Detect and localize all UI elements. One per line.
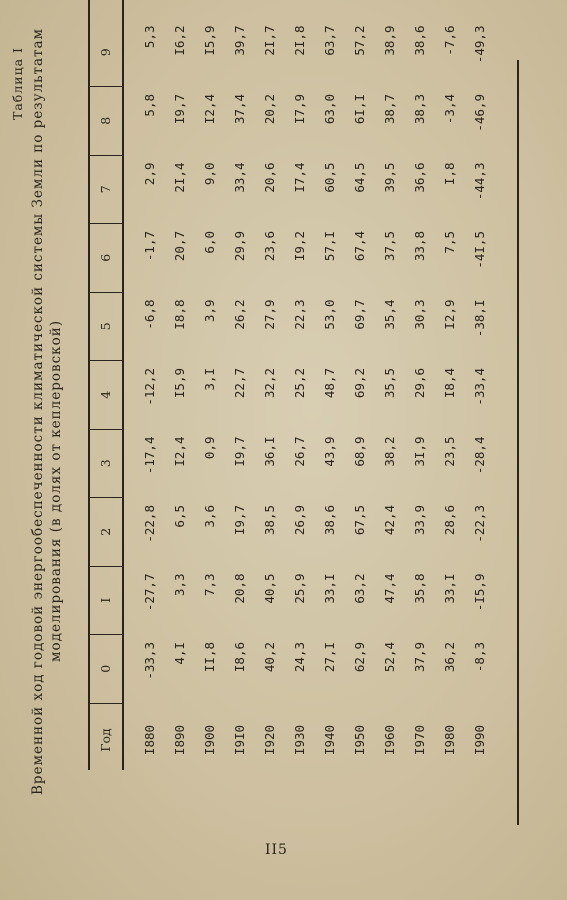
column-divider <box>88 566 122 567</box>
table-cell: 5,3 <box>142 25 157 49</box>
table-row-year: I960 <box>382 724 397 756</box>
table-row-year: I890 <box>172 724 187 756</box>
table-title-line-2: моделирования (в долях от кеплеровской) <box>48 320 64 662</box>
table-cell: 28,6 <box>442 505 457 536</box>
table-row-year: I940 <box>322 724 337 756</box>
table-cell: 37,4 <box>232 94 247 125</box>
table-cell: 52,4 <box>382 642 397 673</box>
table-cell: -1,7 <box>142 231 157 262</box>
table-cell: I2,4 <box>172 436 187 467</box>
table-cell: 60,5 <box>322 162 337 193</box>
table-row-year: I990 <box>472 724 487 756</box>
table-cell: I2,4 <box>202 94 217 125</box>
table-cell: 4,I <box>172 642 187 665</box>
table-top-rule <box>88 0 90 770</box>
table-cell: 38,5 <box>262 505 277 536</box>
table-cell: I7,9 <box>292 94 307 125</box>
table-cell: I2,9 <box>442 299 457 330</box>
table-header-rule <box>122 0 124 770</box>
table-cell: 67,4 <box>352 231 367 262</box>
table-cell: 48,7 <box>322 368 337 399</box>
table-cell: 20,7 <box>172 231 187 262</box>
table-cell: 43,9 <box>322 436 337 467</box>
table-row-year: I880 <box>142 724 157 756</box>
table-cell: 5,8 <box>142 94 157 117</box>
table-cell: 36,2 <box>442 642 457 673</box>
table-cell: 38,6 <box>412 25 427 56</box>
table-cell: 57,2 <box>352 25 367 56</box>
column-divider <box>88 292 122 293</box>
table-cell: -33,4 <box>472 368 487 406</box>
table-cell: 35,4 <box>382 299 397 330</box>
table-cell: 35,8 <box>412 573 427 604</box>
table-cell: 30,3 <box>412 299 427 330</box>
table-cell: -44,3 <box>472 162 487 201</box>
column-divider <box>88 497 122 498</box>
table-cell: -12,2 <box>142 368 157 406</box>
table-cell: 26,7 <box>292 436 307 467</box>
table-cell: 33,8 <box>412 231 427 262</box>
column-header: 2 <box>98 527 113 536</box>
table-row-year: I980 <box>442 724 457 756</box>
table-cell: I6,2 <box>172 25 187 56</box>
table-cell: 35,5 <box>382 368 397 399</box>
table-cell: 26,9 <box>292 505 307 536</box>
table-cell: 6,0 <box>202 231 217 254</box>
column-divider <box>88 223 122 224</box>
table-cell: 3,9 <box>202 299 217 323</box>
table-cell: 62,9 <box>352 642 367 673</box>
table-cell: -8,3 <box>472 642 487 673</box>
table-cell: -28,4 <box>472 436 487 475</box>
table-cell: 53,0 <box>322 299 337 330</box>
table-row-year: I930 <box>292 724 307 756</box>
column-header: 7 <box>98 185 113 194</box>
table-cell: I9,7 <box>232 436 247 467</box>
table-cell: I8,4 <box>442 368 457 399</box>
table-cell: 36,I <box>262 436 277 467</box>
table-cell: I7,4 <box>292 162 307 193</box>
table-cell: -27,7 <box>142 573 157 612</box>
table-cell: 9,0 <box>202 162 217 186</box>
table-cell: 57,I <box>322 231 337 262</box>
table-cell: -17,4 <box>142 436 157 475</box>
column-divider <box>88 703 122 704</box>
table-cell: 38,7 <box>382 94 397 125</box>
table-cell: 38,6 <box>322 505 337 536</box>
table-cell: 6,5 <box>172 505 187 528</box>
column-divider <box>88 360 122 361</box>
table-cell: 24,3 <box>292 642 307 673</box>
table-cell: 7,3 <box>202 573 217 597</box>
table-cell: 3,3 <box>172 573 187 597</box>
table-cell: -7,6 <box>442 25 457 56</box>
table-cell: 36,6 <box>412 162 427 193</box>
table-cell: 3,I <box>202 368 217 391</box>
table-cell: 23,6 <box>262 231 277 262</box>
table-cell: 2I,8 <box>292 25 307 56</box>
table-cell: 2,9 <box>142 162 157 186</box>
column-header: 5 <box>98 322 113 331</box>
table-row-year: I920 <box>262 724 277 756</box>
table-cell: 47,4 <box>382 573 397 604</box>
column-header: 6 <box>98 253 113 262</box>
year-column-header: Год <box>98 728 113 752</box>
table-cell: 63,2 <box>352 573 367 604</box>
table-row-year: I900 <box>202 724 217 756</box>
column-header: 9 <box>98 48 113 57</box>
table-cell: 27,I <box>322 642 337 673</box>
table-cell: 22,3 <box>292 299 307 330</box>
table-cell: 29,9 <box>232 231 247 262</box>
table-cell: 69,2 <box>352 368 367 399</box>
table-cell: 6I,I <box>352 94 367 125</box>
table-cell: -33,3 <box>142 642 157 680</box>
table-cell: I8,8 <box>172 299 187 330</box>
table-cell: -38,I <box>472 299 487 338</box>
table-row-year: I950 <box>352 724 367 756</box>
table-cell: 22,7 <box>232 368 247 399</box>
column-header: I <box>98 597 113 603</box>
table-cell: 27,9 <box>262 299 277 330</box>
table-cell: 2I,7 <box>262 25 277 56</box>
table-cell: 33,I <box>322 573 337 604</box>
table-cell: 20,2 <box>262 94 277 125</box>
column-divider <box>88 155 122 156</box>
table-cell: 3,6 <box>202 505 217 528</box>
table-cell: 26,2 <box>232 299 247 330</box>
table-cell: 67,5 <box>352 505 367 536</box>
column-header: 4 <box>98 390 113 399</box>
table-cell: -22,3 <box>472 505 487 543</box>
table-cell: 63,7 <box>322 25 337 56</box>
table-cell: 7,5 <box>442 231 457 254</box>
table-cell: I5,9 <box>202 25 217 56</box>
table-cell: I8,6 <box>232 642 247 673</box>
table-cell: 42,4 <box>382 505 397 536</box>
column-header: 8 <box>98 116 113 125</box>
table-cell: 39,7 <box>232 25 247 56</box>
table-cell: -4I,5 <box>472 231 487 269</box>
table-cell: 68,9 <box>352 436 367 467</box>
column-divider <box>88 634 122 635</box>
table-cell: 40,2 <box>262 642 277 673</box>
table-cell: II,8 <box>202 642 217 673</box>
table-cell: 3I,9 <box>412 436 427 467</box>
table-cell: I9,7 <box>232 505 247 536</box>
table-row-year: I970 <box>412 724 427 756</box>
table-cell: I9,7 <box>172 94 187 125</box>
table-cell: 38,2 <box>382 436 397 467</box>
page-number: II5 <box>265 842 288 858</box>
table-cell: 33,4 <box>232 162 247 193</box>
table-cell: -49,3 <box>472 25 487 64</box>
table-cell: 69,7 <box>352 299 367 330</box>
table-cell: 32,2 <box>262 368 277 399</box>
table-label: Таблица I <box>10 47 25 120</box>
column-header: 0 <box>98 664 113 673</box>
table-cell: I5,9 <box>172 368 187 399</box>
table-cell: 63,0 <box>322 94 337 125</box>
table-cell: -46,9 <box>472 94 487 132</box>
table-cell: 20,6 <box>262 162 277 193</box>
table-cell: 38,9 <box>382 25 397 56</box>
table-row-year: I9I0 <box>232 724 247 756</box>
table-cell: 0,9 <box>202 436 217 460</box>
table-cell: 29,6 <box>412 368 427 399</box>
table-cell: 33,I <box>442 573 457 604</box>
table-cell: 39,5 <box>382 162 397 193</box>
table-cell: 33,9 <box>412 505 427 536</box>
right-margin-rule <box>517 60 519 825</box>
table-cell: 37,5 <box>382 231 397 262</box>
table-cell: -22,8 <box>142 505 157 543</box>
table-cell: -I5,9 <box>472 573 487 612</box>
table-cell: 23,5 <box>442 436 457 467</box>
table-cell: 40,5 <box>262 573 277 604</box>
table-cell: 64,5 <box>352 162 367 193</box>
table-cell: 25,2 <box>292 368 307 399</box>
table-cell: I9,2 <box>292 231 307 262</box>
column-divider <box>88 86 122 87</box>
table-cell: 37,9 <box>412 642 427 673</box>
table-cell: 38,3 <box>412 94 427 125</box>
column-divider <box>88 429 122 430</box>
table-cell: 25,9 <box>292 573 307 604</box>
table-cell: 20,8 <box>232 573 247 604</box>
table-title-line-1: Временной ход годовой энергообеспеченности климатической системы Земли по результатам <box>30 27 46 795</box>
table-cell: 2I,4 <box>172 162 187 193</box>
table-cell: -6,8 <box>142 299 157 330</box>
column-header: 3 <box>98 459 113 468</box>
table-cell: -3,4 <box>442 94 457 125</box>
table-cell: I,8 <box>442 162 457 186</box>
